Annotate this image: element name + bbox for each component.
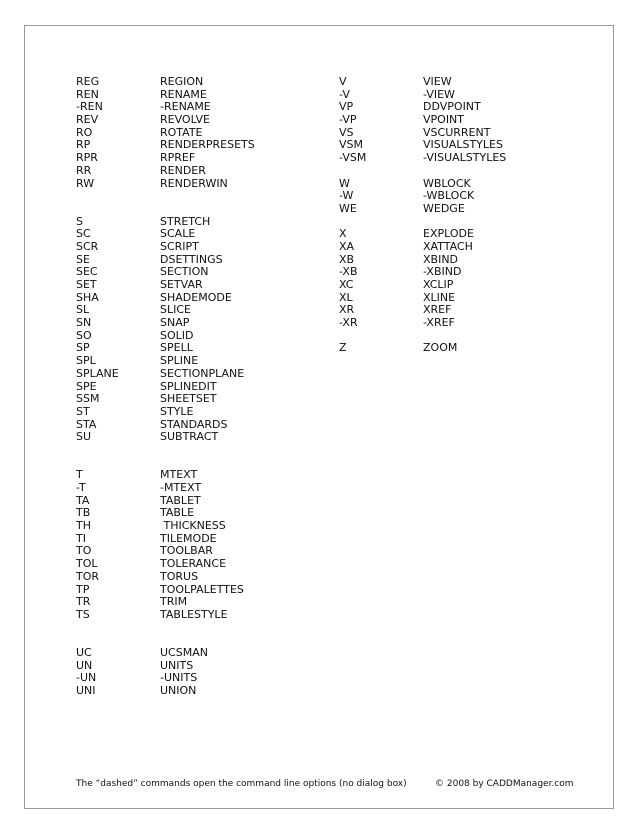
- command-alias: UN: [76, 658, 93, 672]
- group-spacer: [339, 165, 506, 178]
- command-row: [76, 279, 255, 292]
- command-alias: TP: [76, 582, 90, 596]
- command-alias: SC: [76, 227, 91, 241]
- command-name: UNITS: [160, 658, 194, 672]
- command-alias: Z: [339, 341, 347, 355]
- command-name: SECTIONPLANE: [160, 366, 245, 380]
- command-name: SETVAR: [160, 278, 203, 292]
- command-name: SCALE: [160, 227, 196, 241]
- command-row: [76, 317, 255, 330]
- command-name: TRIM: [160, 595, 188, 609]
- command-name: -MTEXT: [160, 481, 202, 495]
- command-name: SHEETSET: [160, 392, 217, 406]
- command-name: SLICE: [160, 303, 191, 317]
- command-name: -XREF: [423, 316, 455, 330]
- command-row: [339, 76, 506, 89]
- command-name: RPREF: [160, 151, 196, 165]
- command-row: [339, 152, 506, 165]
- command-name: TABLE: [160, 506, 195, 520]
- command-row: [339, 203, 506, 216]
- command-row: [76, 355, 255, 368]
- command-name: RENAME: [160, 87, 207, 101]
- command-alias: ST: [76, 404, 90, 418]
- command-alias: SPE: [76, 379, 97, 393]
- command-name: EXPLODE: [423, 227, 474, 241]
- command-alias: -XB: [339, 265, 358, 279]
- command-alias: XR: [339, 303, 355, 317]
- command-alias: -T: [76, 481, 86, 495]
- command-name: TABLET: [160, 493, 201, 507]
- command-alias: XB: [339, 252, 355, 266]
- command-alias: TR: [76, 595, 91, 609]
- command-name: STRETCH: [160, 214, 211, 228]
- command-alias: -W: [339, 189, 354, 203]
- command-name: RENDERPRESETS: [160, 138, 255, 152]
- document-page: [24, 25, 614, 809]
- command-row: [76, 647, 255, 660]
- command-name: MTEXT: [160, 468, 198, 482]
- command-alias: RP: [76, 138, 91, 152]
- group-spacer: [76, 622, 255, 647]
- command-alias: TOR: [76, 569, 100, 583]
- command-name: -VISUALSTYLES: [423, 151, 507, 165]
- command-alias: XA: [339, 239, 355, 253]
- command-row: [339, 114, 506, 127]
- command-row: [76, 431, 255, 444]
- command-name: SOLID: [160, 328, 194, 342]
- command-name: THICKNESS: [160, 519, 226, 533]
- command-row: [76, 114, 255, 127]
- command-alias: -REN: [76, 100, 103, 114]
- command-alias: SCR: [76, 239, 99, 253]
- command-alias: TO: [76, 544, 92, 558]
- command-name: VISUALSTYLES: [423, 138, 503, 152]
- command-row: [76, 241, 255, 254]
- command-row: [339, 342, 506, 355]
- command-alias: VP: [339, 100, 354, 114]
- command-name: -UNITS: [160, 671, 198, 685]
- command-name: XREF: [423, 303, 452, 317]
- command-alias: SN: [76, 316, 92, 330]
- command-name: -VIEW: [423, 87, 455, 101]
- command-row: [76, 482, 255, 495]
- command-alias: SU: [76, 430, 92, 444]
- command-name: SPELL: [160, 341, 193, 355]
- command-name: ROTATE: [160, 125, 203, 139]
- command-name: RENDERWIN: [160, 176, 228, 190]
- command-alias: -XR: [339, 316, 358, 330]
- command-row: [76, 609, 255, 622]
- command-name: TOOLPALETTES: [160, 582, 244, 596]
- left-command-column: [76, 76, 255, 698]
- command-row: [76, 165, 255, 178]
- command-name: VIEW: [423, 75, 452, 88]
- command-row: [76, 178, 255, 191]
- command-alias: XL: [339, 290, 353, 304]
- command-alias: SSM: [76, 392, 100, 406]
- command-name: SNAP: [160, 316, 190, 330]
- command-alias: SEC: [76, 265, 98, 279]
- command-alias: TB: [76, 506, 91, 520]
- command-name: DSETTINGS: [160, 252, 223, 266]
- command-alias: REG: [76, 75, 100, 88]
- command-row: [76, 596, 255, 609]
- command-row: [339, 279, 506, 292]
- command-name: STYLE: [160, 404, 194, 418]
- command-alias: WE: [339, 201, 357, 215]
- command-alias: TA: [76, 493, 90, 507]
- command-alias: -VP: [339, 113, 357, 127]
- command-name: STANDARDS: [160, 417, 228, 431]
- command-alias: RW: [76, 176, 95, 190]
- command-alias: W: [339, 176, 350, 190]
- command-alias: XC: [339, 278, 354, 291]
- command-name: TABLESTYLE: [160, 607, 228, 621]
- command-alias: RPR: [76, 151, 98, 165]
- command-row: [339, 317, 506, 330]
- command-alias: RO: [76, 125, 93, 139]
- command-alias: REN: [76, 87, 99, 101]
- command-name: -RENAME: [160, 100, 211, 114]
- command-row: [76, 571, 255, 584]
- command-alias: SL: [76, 303, 90, 317]
- command-alias: -V: [339, 87, 350, 101]
- command-name: REVOLVE: [160, 113, 210, 127]
- command-name: -WBLOCK: [423, 189, 475, 203]
- command-alias: SPLANE: [76, 366, 119, 380]
- command-name: WBLOCK: [423, 176, 471, 190]
- command-row: [76, 406, 255, 419]
- command-alias: SE: [76, 252, 90, 266]
- command-name: DDVPOINT: [423, 100, 481, 114]
- command-alias: S: [76, 214, 83, 228]
- command-alias: SHA: [76, 290, 99, 304]
- command-name: XATTACH: [423, 239, 473, 253]
- command-alias: SET: [76, 278, 97, 292]
- command-alias: UNI: [76, 684, 96, 698]
- command-name: SPLINE: [160, 354, 199, 368]
- command-row: [76, 152, 255, 165]
- command-name: SPLINEDIT: [160, 379, 217, 393]
- command-alias: UC: [76, 645, 92, 659]
- command-alias: -UN: [76, 671, 97, 685]
- command-alias: TH: [76, 519, 91, 533]
- command-name: SUBTRACT: [160, 430, 219, 444]
- command-row: [76, 368, 255, 381]
- command-name: XBIND: [423, 252, 459, 266]
- command-name: VSCURRENT: [423, 125, 491, 139]
- command-row: [76, 558, 255, 571]
- command-alias: V: [339, 75, 347, 88]
- command-name: TORUS: [160, 569, 199, 583]
- command-alias: TI: [76, 531, 86, 545]
- command-name: ZOOM: [423, 341, 458, 355]
- command-name: WEDGE: [423, 201, 465, 215]
- command-name: SECTION: [160, 265, 209, 279]
- command-alias: -VSM: [339, 151, 367, 165]
- command-alias: RR: [76, 163, 92, 177]
- command-name: SHADEMODE: [160, 290, 232, 304]
- command-name: -XBIND: [423, 265, 462, 279]
- command-name: SCRIPT: [160, 239, 199, 253]
- group-spacer: [76, 190, 255, 215]
- command-alias: T: [76, 468, 83, 482]
- command-row: [339, 190, 506, 203]
- command-name: XCLIP: [423, 278, 454, 291]
- command-row: [76, 685, 255, 698]
- command-name: RENDER: [160, 163, 206, 177]
- command-name: TILEMODE: [160, 531, 217, 545]
- command-name: UCSMAN: [160, 645, 208, 659]
- command-alias: VS: [339, 125, 354, 139]
- command-name: TOLERANCE: [160, 557, 227, 571]
- command-name: XLINE: [423, 290, 456, 304]
- footer-note: The “dashed” commands open the command line options (no dialog box): [76, 779, 407, 789]
- command-row: [76, 393, 255, 406]
- command-alias: SO: [76, 328, 92, 342]
- command-row: [76, 76, 255, 89]
- command-alias: TOL: [76, 557, 98, 571]
- command-alias: X: [339, 227, 347, 241]
- command-name: VPOINT: [423, 113, 465, 127]
- command-alias: STA: [76, 417, 97, 431]
- command-name: REGION: [160, 75, 204, 88]
- command-row: [339, 241, 506, 254]
- group-spacer: [76, 444, 255, 469]
- command-alias: SPL: [76, 354, 96, 368]
- right-command-column: [339, 76, 506, 355]
- footer-copyright: © 2008 by CADDManager.com: [435, 779, 574, 789]
- command-row: [76, 520, 255, 533]
- command-alias: TS: [76, 607, 90, 621]
- command-alias: VSM: [339, 138, 363, 152]
- command-name: TOOLBAR: [160, 544, 213, 558]
- command-name: UNION: [160, 684, 197, 698]
- command-alias: REV: [76, 113, 99, 127]
- command-alias: SP: [76, 341, 90, 355]
